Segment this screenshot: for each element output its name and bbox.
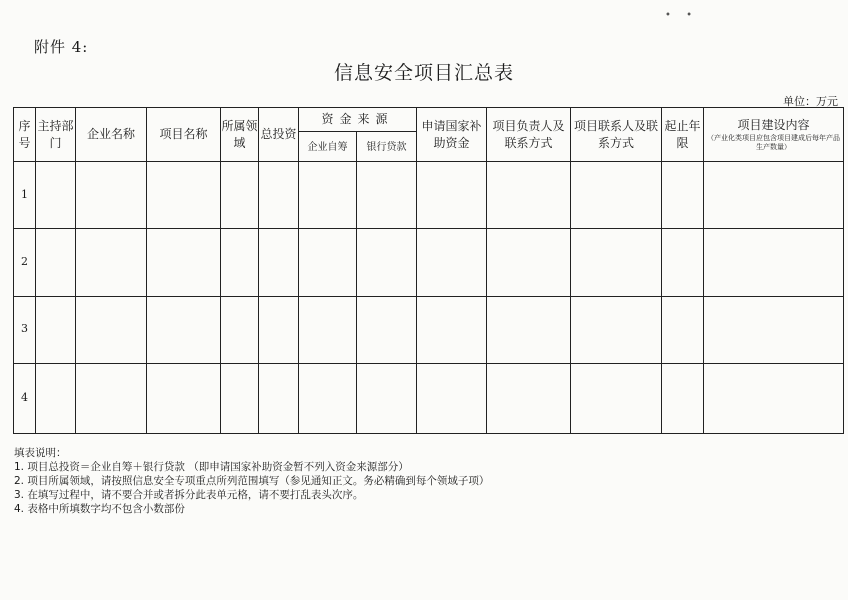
notes-heading: 填表说明： [14, 447, 67, 459]
header-content-note: （产业化类项目应包含项目建成后每年产品生产数量） [707, 133, 841, 151]
header-total-investment: 总投资 [259, 108, 299, 162]
header-host-dept: 主持部门 [36, 108, 76, 162]
cell [147, 229, 221, 296]
cell [357, 162, 417, 229]
header-project-contact: 项目联系人及联系方式 [571, 108, 662, 162]
cell [147, 162, 221, 229]
cell [299, 229, 357, 296]
cell [221, 162, 259, 229]
header-fund-source: 资金来源 [299, 108, 417, 132]
cell [299, 162, 357, 229]
cell [147, 363, 221, 433]
row-seq: 4 [14, 363, 36, 433]
header-content [704, 108, 844, 162]
cell [76, 229, 147, 296]
cell [36, 363, 76, 433]
cell [417, 162, 487, 229]
cell [417, 363, 487, 433]
cell [259, 229, 299, 296]
cell [417, 229, 487, 296]
table-row [14, 229, 844, 296]
header-self-raised: 企业自筹 [299, 132, 357, 162]
cell [76, 296, 147, 363]
note-item: 1. 项目总投资＝企业自筹＋银行贷款 （即申请国家补助资金暂不列入资金来源部分） [14, 461, 409, 473]
cell [417, 296, 487, 363]
cell [299, 296, 357, 363]
cell [259, 296, 299, 363]
attachment-label: 附件 4: [34, 38, 89, 56]
cell [487, 363, 571, 433]
scan-specks: • • [665, 10, 698, 21]
cell [571, 296, 662, 363]
table-row [14, 363, 844, 433]
table-row [14, 162, 844, 229]
cell [704, 296, 844, 363]
unit-label: 单位：万元 [783, 95, 838, 108]
cell [704, 363, 844, 433]
cell [571, 162, 662, 229]
cell [221, 229, 259, 296]
note-item: 4. 表格中所填数字均不包含小数部份 [14, 503, 185, 515]
cell [487, 296, 571, 363]
cell [221, 363, 259, 433]
cell [487, 162, 571, 229]
cell [704, 229, 844, 296]
note-item: 2. 项目所属领域，请按照信息安全专项重点所列范围填写（参见通知正文。务必精确到每个领域子项） [14, 475, 490, 487]
note-item: 3. 在填写过程中，请不要合并或者拆分此表单元格，请不要打乱表头次序。 [14, 489, 364, 501]
header-content-label: 项目建设内容 [737, 118, 810, 133]
cell [662, 162, 704, 229]
table-row [14, 296, 844, 363]
cell [36, 229, 76, 296]
cell [357, 296, 417, 363]
cell [259, 162, 299, 229]
cell [662, 296, 704, 363]
cell [76, 162, 147, 229]
header-national-subsidy: 申请国家补助资金 [417, 108, 487, 162]
row-seq: 2 [14, 229, 36, 296]
cell [571, 363, 662, 433]
header-project-leader: 项目负责人及联系方式 [487, 108, 571, 162]
cell [147, 296, 221, 363]
row-seq: 1 [14, 162, 36, 229]
cell [357, 363, 417, 433]
cell [662, 363, 704, 433]
cell [704, 162, 844, 229]
cell [571, 229, 662, 296]
header-company: 企业名称 [76, 108, 147, 162]
cell [487, 229, 571, 296]
header-field: 所属领域 [221, 108, 259, 162]
cell [357, 229, 417, 296]
header-period: 起止年限 [662, 108, 704, 162]
header-project-name: 项目名称 [147, 108, 221, 162]
cell [36, 162, 76, 229]
header-seq: 序号 [14, 108, 36, 162]
cell [662, 229, 704, 296]
cell [76, 363, 147, 433]
header-bank-loan: 银行贷款 [357, 132, 417, 162]
cell [299, 363, 357, 433]
row-seq: 3 [14, 296, 36, 363]
cell [221, 296, 259, 363]
project-summary-table [13, 107, 844, 434]
cell [36, 296, 76, 363]
cell [259, 363, 299, 433]
fill-instructions [14, 446, 489, 516]
page-title: 信息安全项目汇总表 [333, 62, 514, 84]
